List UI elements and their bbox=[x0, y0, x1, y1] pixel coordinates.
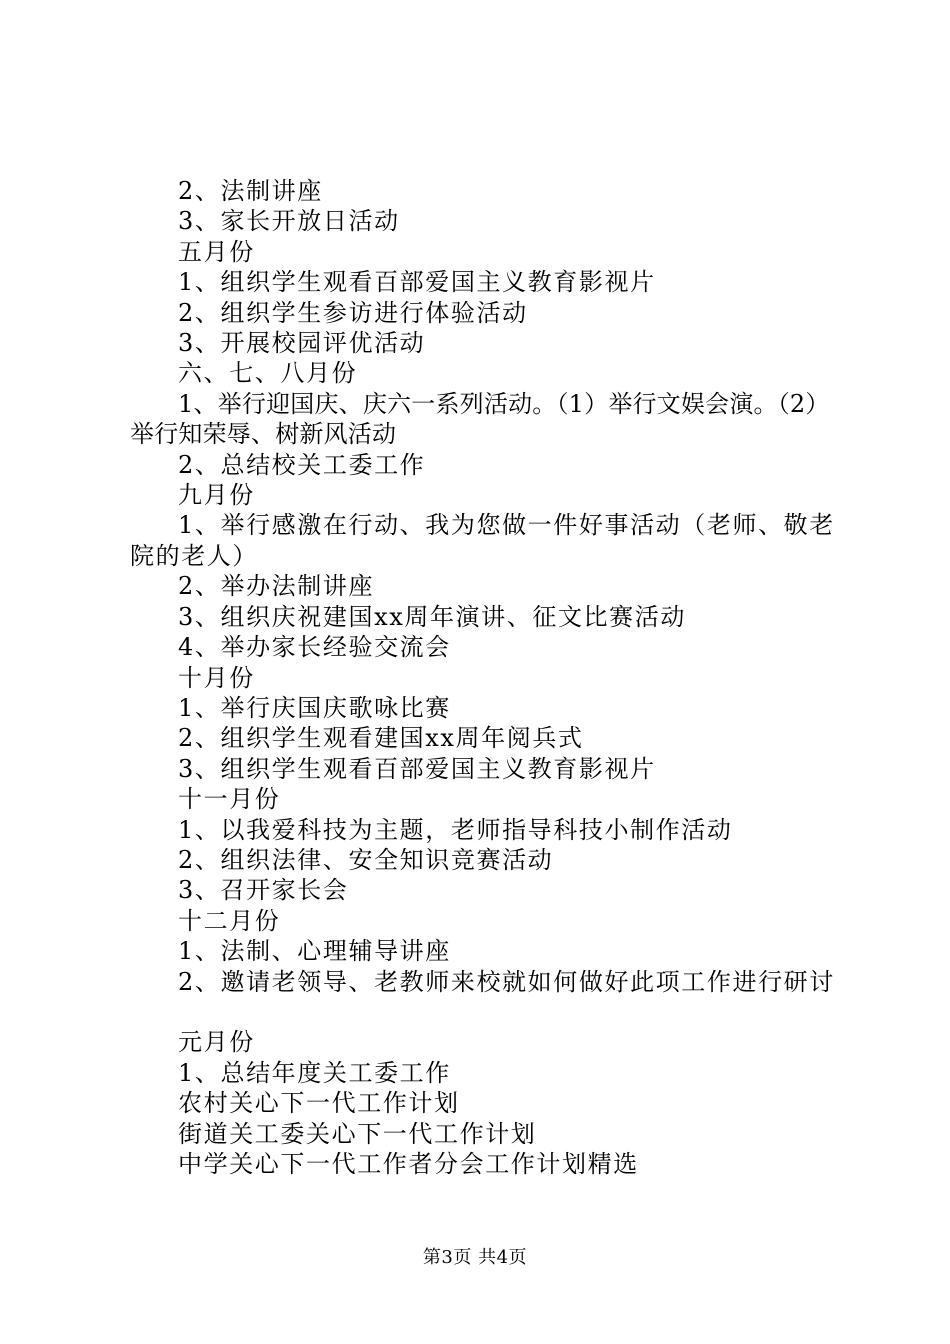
related-title-rural: 农村关心下一代工作计划 bbox=[178, 1089, 460, 1118]
heading-october: 十月份 bbox=[178, 663, 255, 692]
heading-may: 五月份 bbox=[178, 237, 255, 266]
blank-line bbox=[130, 997, 835, 1027]
related-title-street: 街道关工委关心下一代工作计划 bbox=[178, 1119, 537, 1148]
item-june-1: 1、举行迎国庆、庆六一系列活动。（1）举行文娱会演。（2）举行知荣辱、树新风活动 bbox=[130, 389, 830, 449]
item-january-1: 1、总结年度关工委工作 bbox=[178, 1058, 451, 1087]
item-legal-lecture: 2、法制讲座 bbox=[178, 177, 323, 205]
heading-december: 十二月份 bbox=[178, 906, 281, 935]
page-footer: 第3页 共4页 bbox=[422, 1247, 528, 1268]
item-november-1: 1、以我爱科技为主题，老师指导科技小制作活动 bbox=[178, 815, 733, 844]
item-may-1: 1、组织学生观看百部爱国主义教育影视片 bbox=[178, 268, 656, 297]
item-november-2: 2、组织法律、安全知识竞赛活动 bbox=[178, 845, 554, 874]
item-october-1: 1、举行庆国庆歌咏比赛 bbox=[178, 693, 451, 722]
document-body bbox=[130, 176, 835, 1179]
item-october-3: 3、组织学生观看百部爱国主义教育影视片 bbox=[178, 754, 656, 783]
item-june-2: 2、总结校关工委工作 bbox=[178, 450, 426, 479]
heading-june-to-august: 六、七、八月份 bbox=[178, 359, 358, 388]
heading-november: 十一月份 bbox=[178, 785, 281, 814]
item-december-1: 1、法制、心理辅导讲座 bbox=[178, 937, 451, 966]
heading-september: 九月份 bbox=[178, 481, 255, 510]
item-september-1: 1、举行感激在行动、我为您做一件好事活动（老师、敬老院的老人） bbox=[130, 511, 835, 570]
item-september-3: 3、组织庆祝建国xx周年演讲、征文比赛活动 bbox=[178, 602, 686, 631]
item-may-2: 2、组织学生参访进行体验活动 bbox=[178, 298, 528, 327]
item-november-3: 3、召开家长会 bbox=[178, 876, 349, 905]
item-december-2: 2、邀请老领导、老教师来校就如何做好此项工作进行研讨 bbox=[178, 967, 835, 996]
item-september-2: 2、举办法制讲座 bbox=[178, 572, 375, 601]
item-parent-open-day: 3、家长开放日活动 bbox=[178, 207, 400, 236]
item-october-2: 2、组织学生观看建国xx周年阅兵式 bbox=[178, 724, 584, 753]
item-september-4: 4、举办家长经验交流会 bbox=[178, 633, 451, 662]
item-may-3: 3、开展校园评优活动 bbox=[178, 329, 426, 358]
related-title-middle-school: 中学关心下一代工作者分会工作计划精选 bbox=[178, 1149, 639, 1178]
heading-january: 元月份 bbox=[178, 1028, 255, 1057]
